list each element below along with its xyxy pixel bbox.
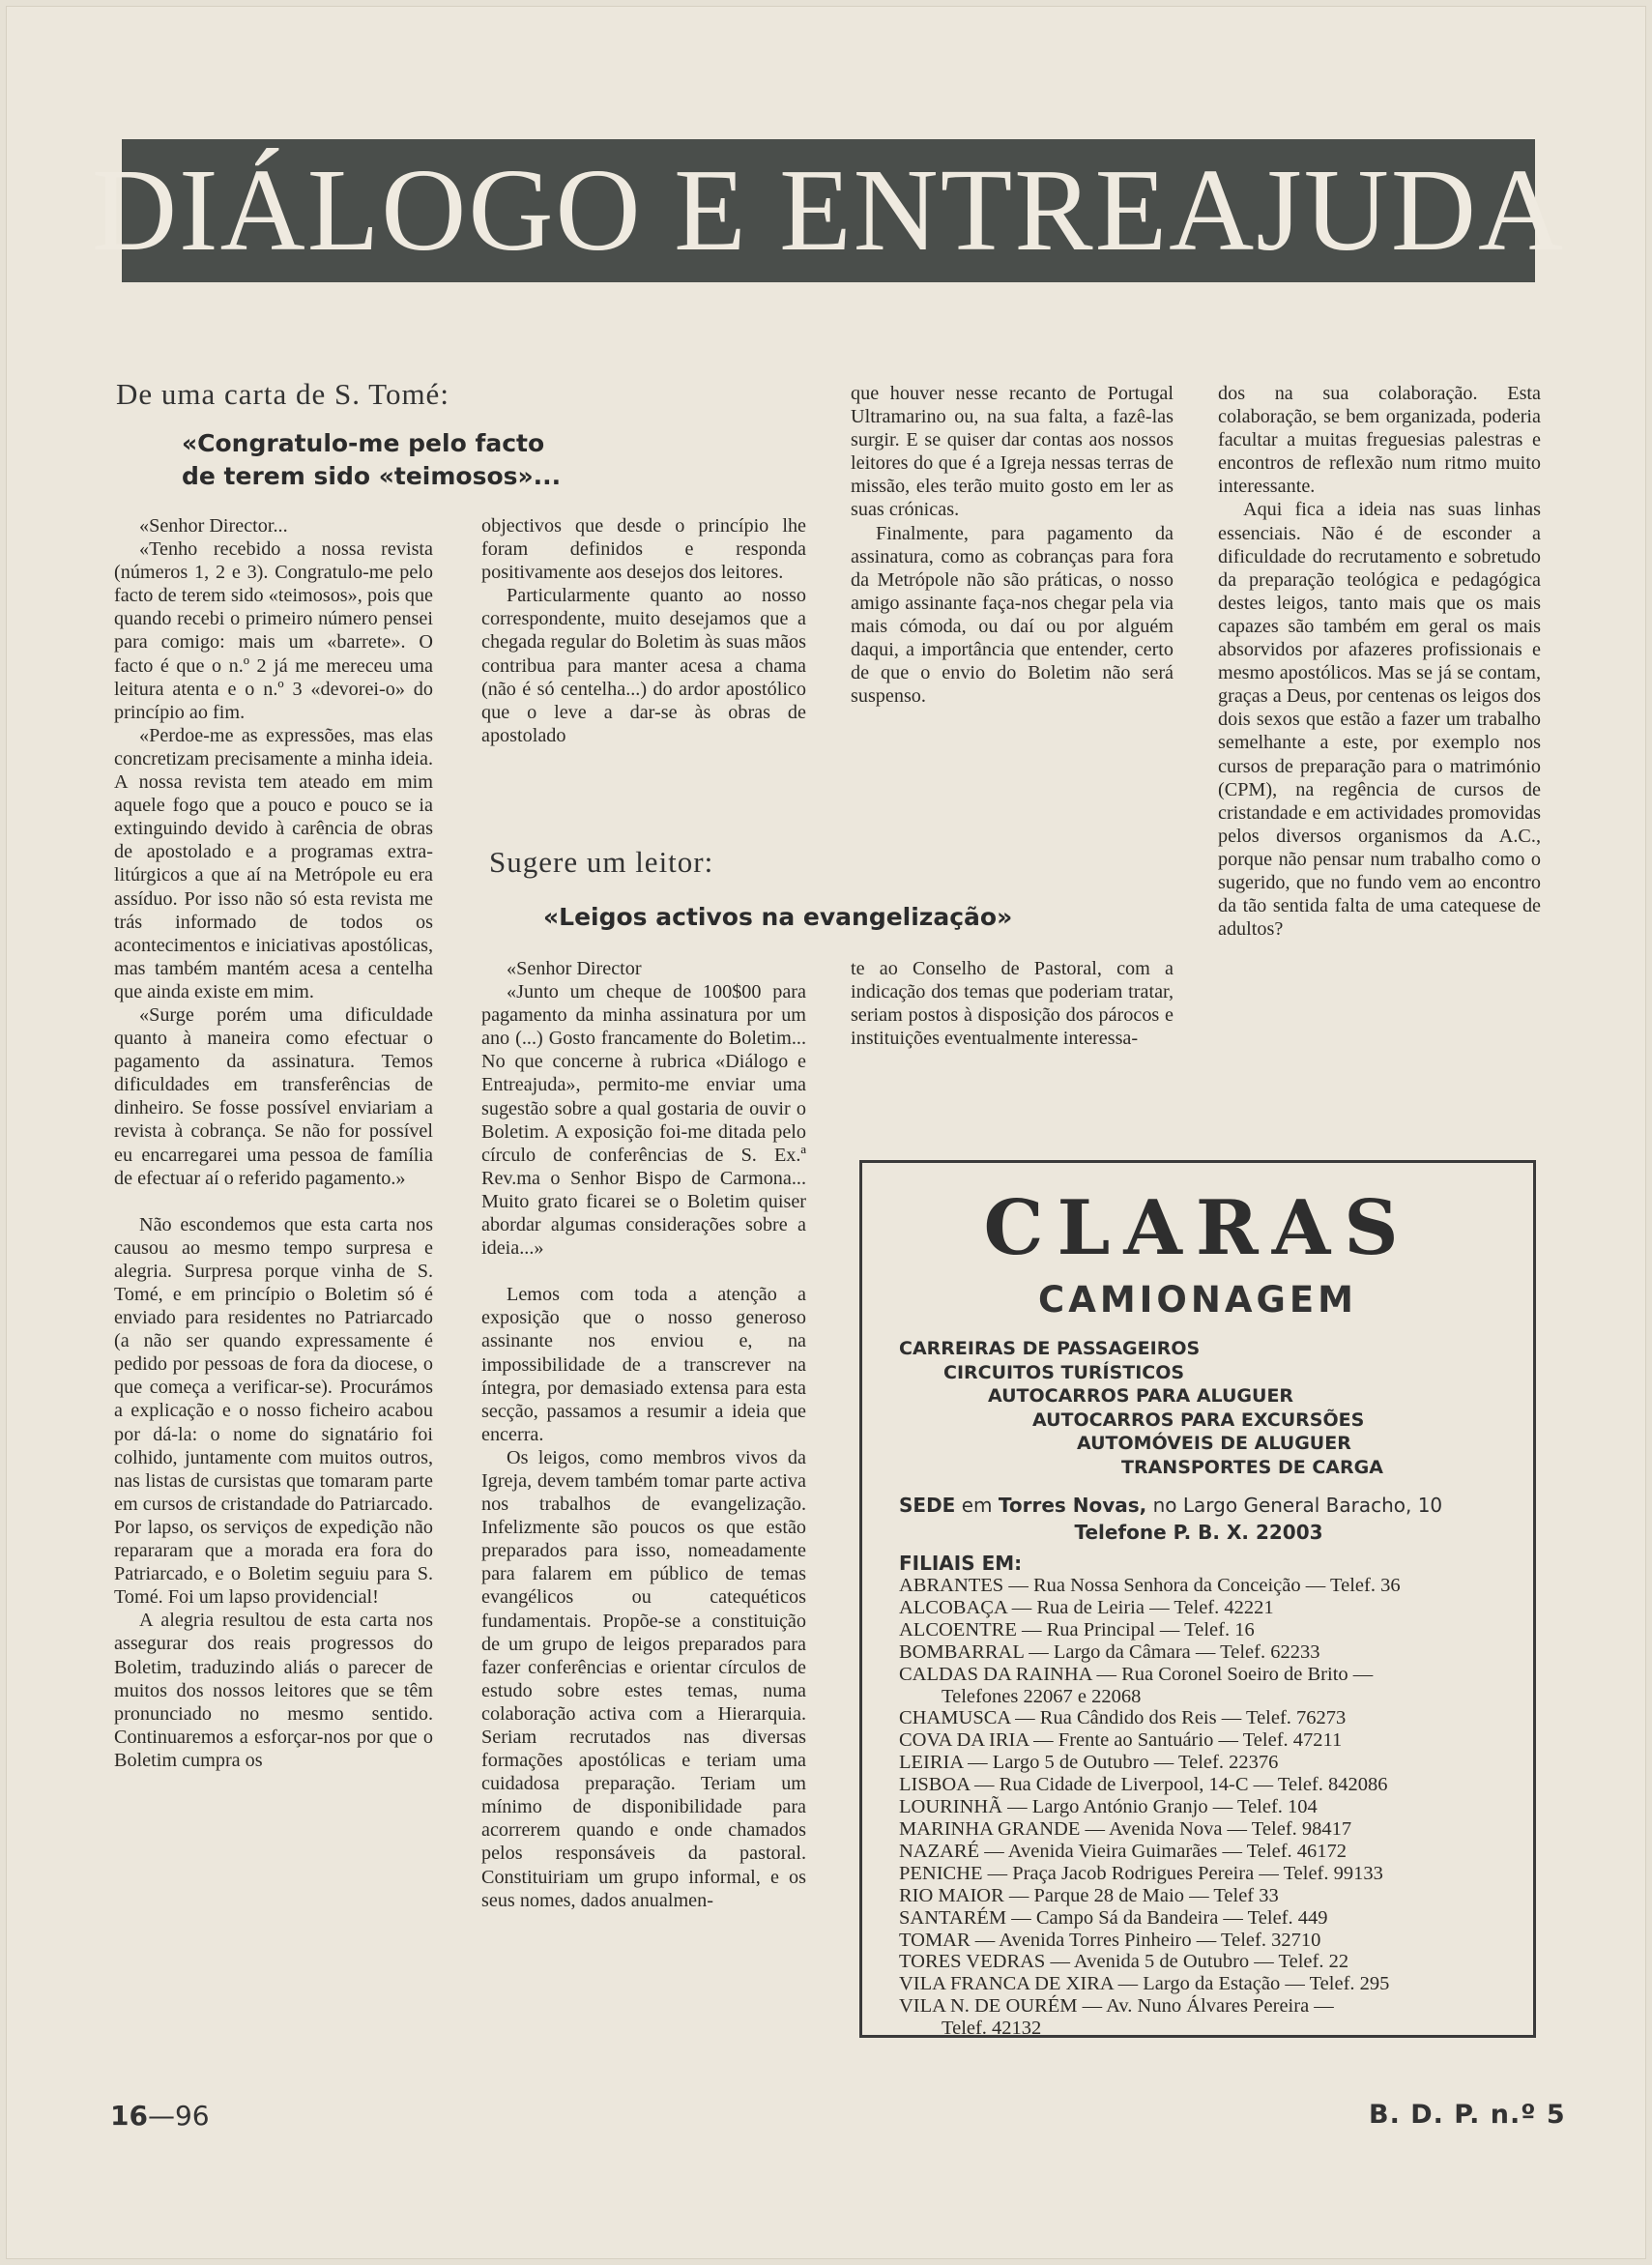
service-line: CARREIRAS DE PASSAGEIROS <box>899 1338 1201 1359</box>
filial-line: VILA N. DE OURÉM — Av. Nuno Álvares Pereira — <box>899 1995 1334 2018</box>
paragraph: te ao Conselho de Pastoral, com a indicação dos temas que poderiam tratar, seriam postos à disposição dos párocos e instituições eventualmente interessa- <box>851 958 1174 1050</box>
filial-line: CALDAS DA RAINHA — Rua Coronel Soeiro de Brito — <box>899 1663 1374 1685</box>
ad-services <box>899 1337 1518 1479</box>
paragraph: «Junto um cheque de 100$00 para pagamento da minha assinatura por um ano (...) Gosto francamente do Boletim... No que concerne à rubrica «Diálogo e Entreajuda», permito-me enviar uma sugestão sobre a qual gostaria de ouvir o Boletim. A exposição foi-me ditada pelo círculo de conferências de S. Ex.ª Rev.ma o Senhor Bispo de Carmona... Muito grato ficarei se o Boletim quiser abordar algumas considerações sobre a ideia...» <box>481 981 806 1260</box>
filial-line: SANTARÉM — Campo Sá da Bandeira — Telef. 449 <box>899 1906 1328 1929</box>
sede-em: em <box>961 1494 993 1517</box>
service-line: CIRCUITOS TURÍSTICOS <box>943 1361 1185 1383</box>
paragraph: objectivos que desde o princípio lhe foram definidos e responda positivamente aos desejos dos leitores. <box>481 515 806 584</box>
column-4 <box>1218 382 1541 941</box>
filial-line: TOMAR — Avenida Torres Pinheiro — Telef. 32710 <box>899 1929 1321 1951</box>
column-3-bottom <box>851 957 1174 1050</box>
filiais-list <box>899 1575 1518 2040</box>
ad-subtitle: CAMIONAGEM <box>1038 1279 1357 1321</box>
filial-line: ABRANTES — Rua Nossa Senhora da Conceição — Telef. 36 <box>899 1575 1401 1596</box>
filial-line: ALCOENTRE — Rua Principal — Telef. 16 <box>899 1618 1255 1641</box>
filial-line: RIO MAIOR — Parque 28 de Maio — Telef 33 <box>899 1884 1279 1906</box>
filial-line: ALCOBAÇA — Rua de Leiria — Telef. 42221 <box>899 1596 1274 1618</box>
section-banner <box>91 139 1566 282</box>
paragraph: Particularmente quanto ao nosso correspondente, muito desejamos que a chegada regular do Boletim às suas mãos contribua para manter acesa a chama (não é só centelha...) do ardor apostólico que o leve a dar-se às obras de apostolado <box>481 585 806 746</box>
sede-address: no Largo General Baracho, 10 <box>1152 1494 1443 1517</box>
paragraph: Aqui fica a ideia nas suas linhas essenciais. Não é de esconder a dificuldade do recrutamento e sobretudo da preparação teológica e pedagógica destes leigos, tanto mais que os mais capazes são também em geral os mais absorvidos por afazeres profissionais e mesmo apostólicos. Mas se já se contam, graças a Deus, por centenas os leigos dos dois sexos que estão a fazer um trabalho semelhante a este, por exemplo nos cursos de preparação para o matrimónio (CPM), na regência de cursos de cristandade e em actividades promovidas pelos diversos organismos da A.C., porque não pensar num trabalho como o sugerido, que no fundo vem ao encontro da tão sentida falta de uma catequese de adultos? <box>1218 499 1541 941</box>
service-line: TRANSPORTES DE CARGA <box>1121 1456 1383 1478</box>
paragraph: Lemos com toda a atenção a exposição que o nosso generoso assinante nos enviou e, na impossibilidade de a transcrever na íntegra, por demasiado extensa para esta secção, passamos a resumir a ideia que encerra. <box>481 1284 806 1445</box>
filial-line: MARINHA GRANDE — Avenida Nova — Telef. 98417 <box>899 1817 1352 1840</box>
advertisement-box <box>859 1160 1536 2038</box>
page-number-bold: 16 <box>110 2100 148 2132</box>
issue-label: B. D. P. n.º 5 <box>1369 2100 1566 2130</box>
letter1-intro: De uma carta de S. Tomé: <box>116 377 449 411</box>
ad-brand: CLARAS <box>983 1184 1412 1272</box>
letter2-intro: Sugere um leitor: <box>489 845 714 879</box>
letter1-quote-line2: de terem sido «teimosos»... <box>182 462 562 490</box>
filial-line: PENICHE — Praça Jacob Rodrigues Pereira — Telef. 99133 <box>899 1862 1383 1884</box>
sede-town: Torres Novas, <box>998 1494 1147 1517</box>
paragraph: dos na sua colaboração. Esta colaboração, se bem organizada, poderia facultar a muitas freguesias palestras e encontros de reflexão num ritmo muito interessante. <box>1218 383 1541 498</box>
paragraph: Não escondemos que esta carta nos causou ao mesmo tempo surpresa e alegria. Surpresa porque vinha de S. Tomé, e em princípio o Boletim só é enviado para residentes no Patriarcado (a não ser quando expressamente é pedido por pessoas de fora da diocese, o que começa a verificar-se). Procurámos a explicação e o nosso ficheiro acabou por dá-la: o nome do signatário foi colhido, juntamente com muitos outros, nas listas de cursistas que tomaram parte em cursos de cristandade do Patriarcado. Por lapso, os serviços de expedição não repararam que a morada era fora do Patriarcado, e o Boletim seguiu para S. Tomé. Foi um lapso providencial! <box>114 1213 433 1609</box>
filial-line: Telef. 42132 <box>942 2018 1042 2040</box>
filial-line: VILA FRANCA DE XIRA — Largo da Estação — Telef. 295 <box>899 1973 1390 1995</box>
paragraph: Finalmente, para pagamento da assinatura, como as cobranças para fora da Metrópole não são práticas, o nosso amigo assinante faça-nos chegar pela via mais cómoda, ou daí ou por alguém daqui, a importância que entender, certo de que o envio do Boletim não será suspenso. <box>851 522 1174 708</box>
section-title: DIÁLOGO E ENTREAJUDA <box>91 145 1566 276</box>
paragraph: Os leigos, como membros vivos da Igreja, devem também tomar parte activa nos trabalhos de evangelização. Infelizmente são poucos os que estão preparados para isso, nomeadamente para falarem em público de temas evangélicos ou catequéticos fundamentais. Propõe-se a constituição de um grupo de leigos preparados para fazer conferências e orientar círculos de estudo sobre estes temas, numa colaboração activa com a Hierarquia. Seriam recrutados nas diversas formações apostólicas e teriam uma cuidadosa preparação. Teriam um mínimo de disponibilidade para acorrerem quando e onde chamados pelos responsáveis da pastoral. Constituiriam um grupo informal, e os seus nomes, dados anualmen- <box>481 1446 806 1911</box>
page <box>6 6 1646 2259</box>
column-3-top <box>851 382 1174 708</box>
filial-line: BOMBARRAL — Largo da Câmara — Telef. 62233 <box>899 1641 1320 1663</box>
service-line: AUTOCARROS PARA EXCURSÕES <box>1032 1408 1365 1431</box>
letter1-quote-line1: «Congratulo-me pelo facto <box>182 429 545 457</box>
page-number <box>110 2100 210 2132</box>
paragraph: «Senhor Director... <box>139 515 288 537</box>
filial-line: LISBOA — Rua Cidade de Liverpool, 14-C — Telef. 842086 <box>899 1774 1388 1796</box>
column-1 <box>114 514 433 1772</box>
service-line: AUTOMÓVEIS DE ALUGUER <box>1077 1433 1351 1454</box>
paragraph: que houver nesse recanto de Portugal Ultramarino ou, na sua falta, a fazê-las surgir. E se quiser dar contas aos nossos leitores do que é a Igreja nessas terras de missão, eles terão muito gosto em ler as suas crónicas. <box>851 383 1174 521</box>
paragraph: «Perdoe-me as expressões, mas elas concretizam precisamente a minha ideia. A nossa revista tem ateado em mim aquele fogo que a pouco e pouco se ia extinguindo devido à carência de obras de apostolado e a programas extra-litúrgicos a que aí na Metrópole eu era assíduo. Por isso não só esta revista me trás informado de todos os acontecimentos e iniciativas apostólicas, mas também mantém acesa a centelha que ainda existe em mim. <box>114 724 433 1002</box>
service-line: AUTOCARROS PARA ALUGUER <box>988 1385 1294 1407</box>
filial-line: Telefones 22067 e 22068 <box>942 1685 1142 1707</box>
paragraph: «Tenho recebido a nossa revista (números 1, 2 e 3). Congratulo-me pelo facto de terem sido «teimosos», pois que quando recebi o primeiro número pensei para comigo: mais um «barrete». O facto é que o n.º 2 já me mereceu uma leitura atenta e o n.º 3 «devorei-o» do princípio ao fim. <box>114 538 433 723</box>
letter1-quote-title <box>182 427 561 493</box>
paragraph: «Senhor Director <box>507 958 642 979</box>
filial-line: TORES VEDRAS — Avenida 5 de Outubro — Telef. 22 <box>899 1951 1349 1973</box>
filial-line: NAZARÉ — Avenida Vieira Guimarães — Telef. 46172 <box>899 1840 1348 1862</box>
column-2-bottom <box>481 957 806 1912</box>
paragraph: «Surge porém uma dificuldade quanto à maneira como efectuar o pagamento da assinatura. Temos dificuldades em transferências de dinheiro. Se fosse possível enviariam a revista à cobrança. Se não for possível eu encarregarei uma pessoa de família de efectuar aí o referido pagamento.» <box>114 1003 433 1189</box>
filial-line: CHAMUSCA — Rua Cândido dos Reis — Telef. 76273 <box>899 1707 1347 1729</box>
column-2-top <box>481 514 806 747</box>
filial-line: COVA DA IRIA — Frente ao Santuário — Telef. 47211 <box>899 1729 1343 1752</box>
filiais-heading: FILIAIS EM: <box>899 1552 1023 1575</box>
filial-line: LOURINHÃ — Largo António Granjo — Telef. 104 <box>899 1796 1318 1818</box>
ad-phone: Telefone P. B. X. 22003 <box>1074 1521 1323 1544</box>
ad-sede <box>899 1492 1518 1519</box>
page-number-rest: —96 <box>147 2100 210 2132</box>
letter2-quote-title: «Leigos activos na evangelização» <box>543 903 1013 931</box>
sede-label: SEDE <box>899 1494 956 1517</box>
filial-line: LEIRIA — Largo 5 de Outubro — Telef. 22376 <box>899 1752 1279 1774</box>
paragraph: A alegria resultou de esta carta nos assegurar dos reais progressos do Boletim, traduzindo aliás o parecer de muitos dos nossos leitores que se têm pronunciado no mesmo sentido. Continuaremos a esforçar-nos por que o Boletim cumpra os <box>114 1610 433 1771</box>
